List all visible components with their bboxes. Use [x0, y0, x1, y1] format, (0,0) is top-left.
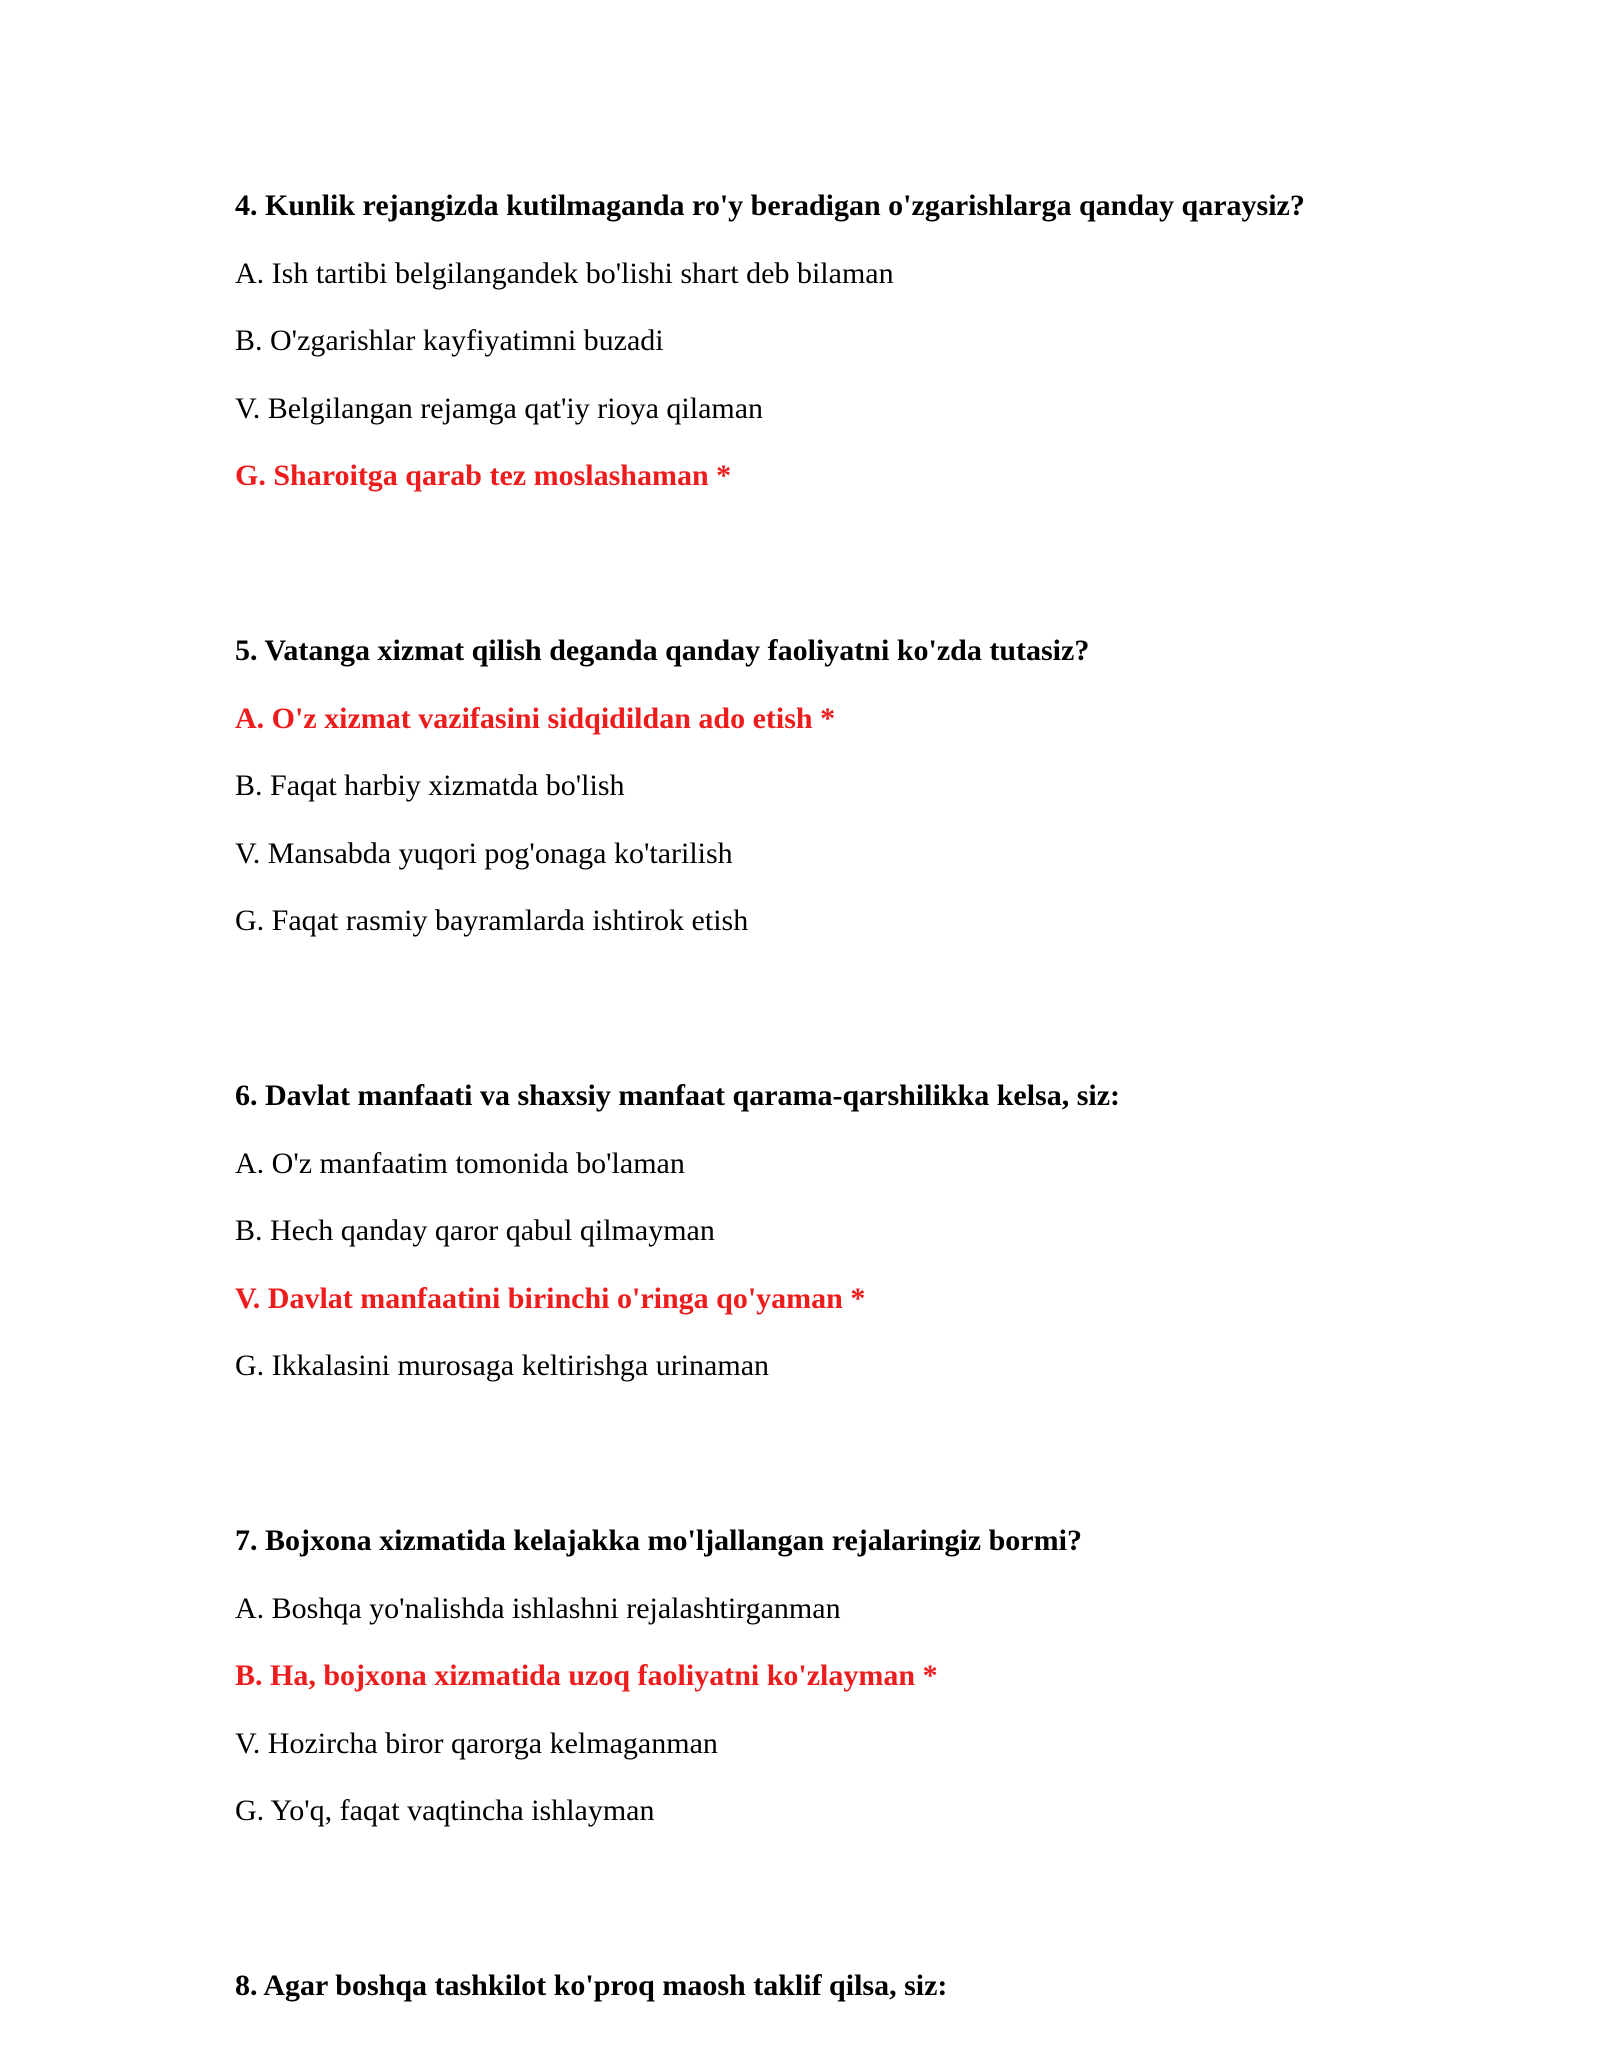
- option: [235, 765, 1440, 807]
- option-text: B. Faqat harbiy xizmatda bo'lish: [235, 769, 625, 802]
- option-text: A. O'z xizmat vazifasini sidqidildan ado etish: [235, 701, 813, 735]
- correct-marker: *: [716, 459, 732, 492]
- option: [235, 1790, 1440, 1832]
- option-text: A. O'z manfaatim tomonida bo'laman: [235, 1146, 685, 1180]
- option-text: G. Ikkalasini murosaga keltirishga urinaman: [235, 1349, 770, 1382]
- option-text: G. Yo'q, faqat vaqtincha ishlayman: [235, 1794, 655, 1827]
- option-text: B. Ha, bojxona xizmatida uzoq faoliyatni ko'zlayman: [235, 1659, 916, 1692]
- option: [235, 1210, 1440, 1252]
- option-correct: [235, 1655, 1440, 1697]
- question-text: 4. Kunlik rejangizda kutilmaganda ro'y beradigan o'zgarishlarga qanday qaraysiz?: [235, 189, 1305, 222]
- option: [235, 900, 1440, 942]
- question-8: [235, 1965, 1440, 2007]
- option: [235, 388, 1440, 430]
- option-text: G. Sharoitga qarab tez moslashaman: [235, 459, 709, 492]
- option-correct: [235, 1278, 1440, 1320]
- option-text: V. Hozircha biror qarorga kelmaganman: [235, 1726, 718, 1760]
- option-correct: [235, 455, 1440, 497]
- question-text: 7. Bojxona xizmatida kelajakka mo'ljallangan rejalaringiz bormi?: [235, 1524, 1082, 1557]
- question-4: [235, 185, 1440, 497]
- option-text: A. Ish tartibi belgilangandek bo'lishi shart deb bilaman: [235, 256, 894, 290]
- correct-marker: *: [850, 1281, 866, 1315]
- option: [235, 1588, 1440, 1630]
- option: [235, 253, 1440, 295]
- option-text: V. Belgilangan rejamga qat'iy rioya qilaman: [235, 391, 764, 425]
- question-text: 5. Vatanga xizmat qilish deganda qanday faoliyatni ko'zda tutasiz?: [235, 634, 1090, 667]
- correct-marker: *: [820, 701, 836, 735]
- question-text: 8. Agar boshqa tashkilot ko'proq maosh taklif qilsa, siz:: [235, 1969, 948, 2002]
- question-5: [235, 630, 1440, 942]
- option: [235, 833, 1440, 875]
- option-text: V. Mansabda yuqori pog'onaga ko'tarilish: [235, 836, 733, 870]
- option-text: V. Davlat manfaatini birinchi o'ringa qo'yaman: [235, 1281, 843, 1315]
- option: [235, 1723, 1440, 1765]
- option: [235, 320, 1440, 362]
- option-text: G. Faqat rasmiy bayramlarda ishtirok etish: [235, 904, 749, 937]
- correct-marker: *: [922, 1659, 938, 1692]
- option: [235, 1345, 1440, 1387]
- option-text: A. Boshqa yo'nalishda ishlashni rejalashtirganman: [235, 1591, 841, 1625]
- option-correct: [235, 698, 1440, 740]
- question-7: [235, 1520, 1440, 1832]
- question-text: 6. Davlat manfaati va shaxsiy manfaat qarama-qarshilikka kelsa, siz:: [235, 1079, 1121, 1112]
- option-text: B. O'zgarishlar kayfiyatimni buzadi: [235, 324, 664, 357]
- option-text: B. Hech qanday qaror qabul qilmayman: [235, 1214, 715, 1247]
- question-6: [235, 1075, 1440, 1387]
- option: [235, 1143, 1440, 1185]
